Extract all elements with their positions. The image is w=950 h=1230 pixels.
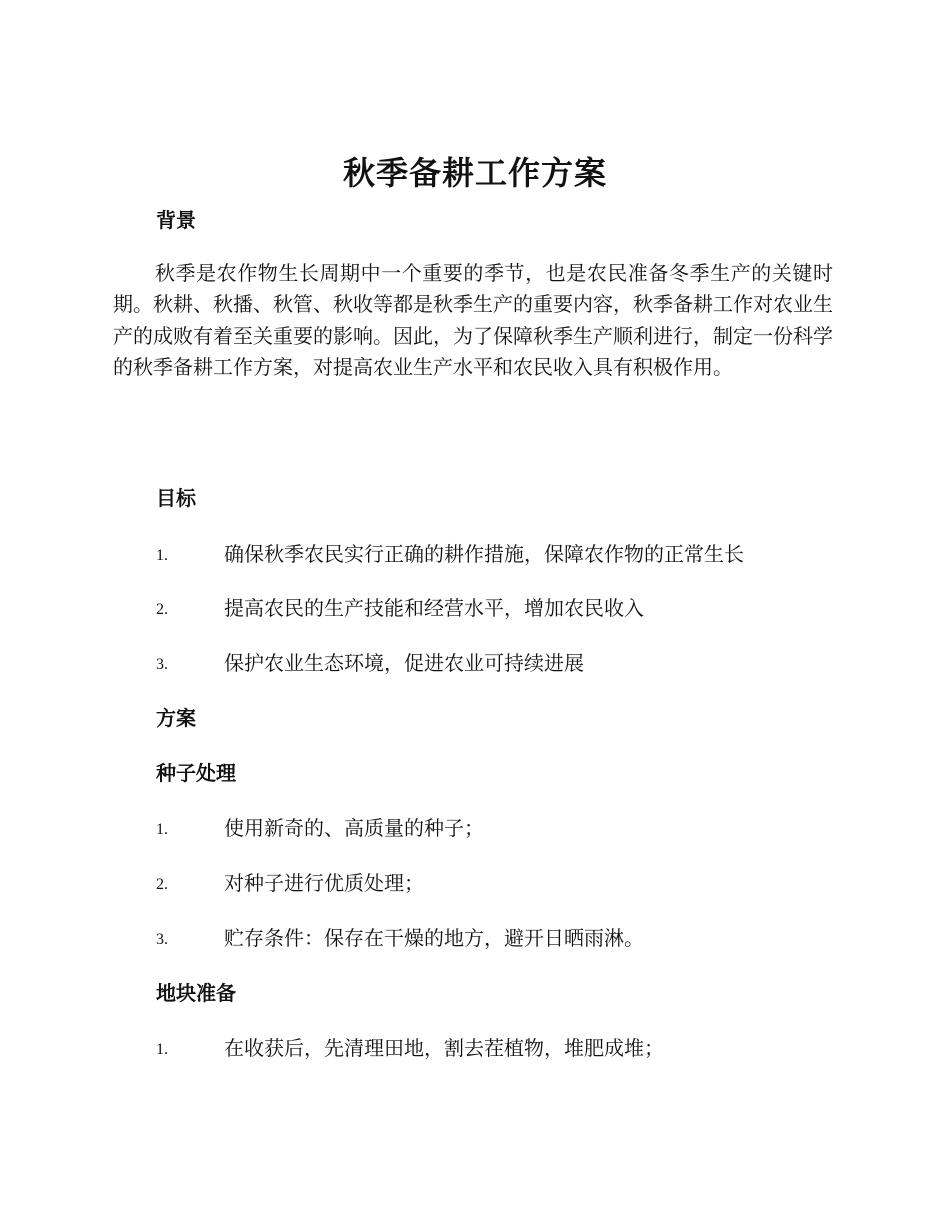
- list-item-text: 保护农业生态环境，促进农业可持续进展: [224, 651, 584, 675]
- document-title: 秋季备耕工作方案: [342, 154, 607, 192]
- section-heading-goals: 目标: [156, 486, 196, 510]
- list-item-number: 2.: [156, 601, 168, 618]
- list-item-text: 在收获后，先清理田地，割去茬植物，堆肥成堆；: [224, 1036, 664, 1060]
- section-heading-background: 背景: [156, 208, 196, 232]
- list-item-text: 使用新奇的、高质量的种子；: [224, 816, 484, 840]
- subsection-heading-land: 地块准备: [156, 981, 236, 1005]
- list-item-text: 提高农民的生产技能和经营水平，增加农民收入: [224, 596, 644, 620]
- subsection-heading-seed: 种子处理: [156, 761, 236, 785]
- section-heading-plan: 方案: [156, 706, 196, 730]
- list-item-text: 对种子进行优质处理；: [224, 871, 424, 895]
- list-item-text: 贮存条件：保存在干燥的地方，避开日晒雨淋。: [224, 926, 644, 950]
- list-item-number: 3.: [156, 931, 168, 948]
- list-item-text: 确保秋季农民实行正确的耕作措施，保障农作物的正常生长: [224, 542, 744, 566]
- background-paragraph: 秋季是农作物生长周期中一个重要的季节，也是农民准备冬季生产的关键时期。秋耕、秋播、秋管、秋收等都是秋季生产的重要内容，秋季备耕工作对农业生产的成败有着至关重要的影响。因此，为了保障秋季生产顺利进行，制定一份科学的秋季备耕工作方案，对提高农业生产水平和农民收入具有积极作用。: [113, 261, 833, 379]
- list-item-number: 2.: [156, 876, 168, 893]
- list-item-number: 1.: [156, 1041, 168, 1058]
- list-item-number: 1.: [156, 821, 168, 838]
- list-item-number: 1.: [156, 547, 168, 564]
- list-item-number: 3.: [156, 656, 168, 673]
